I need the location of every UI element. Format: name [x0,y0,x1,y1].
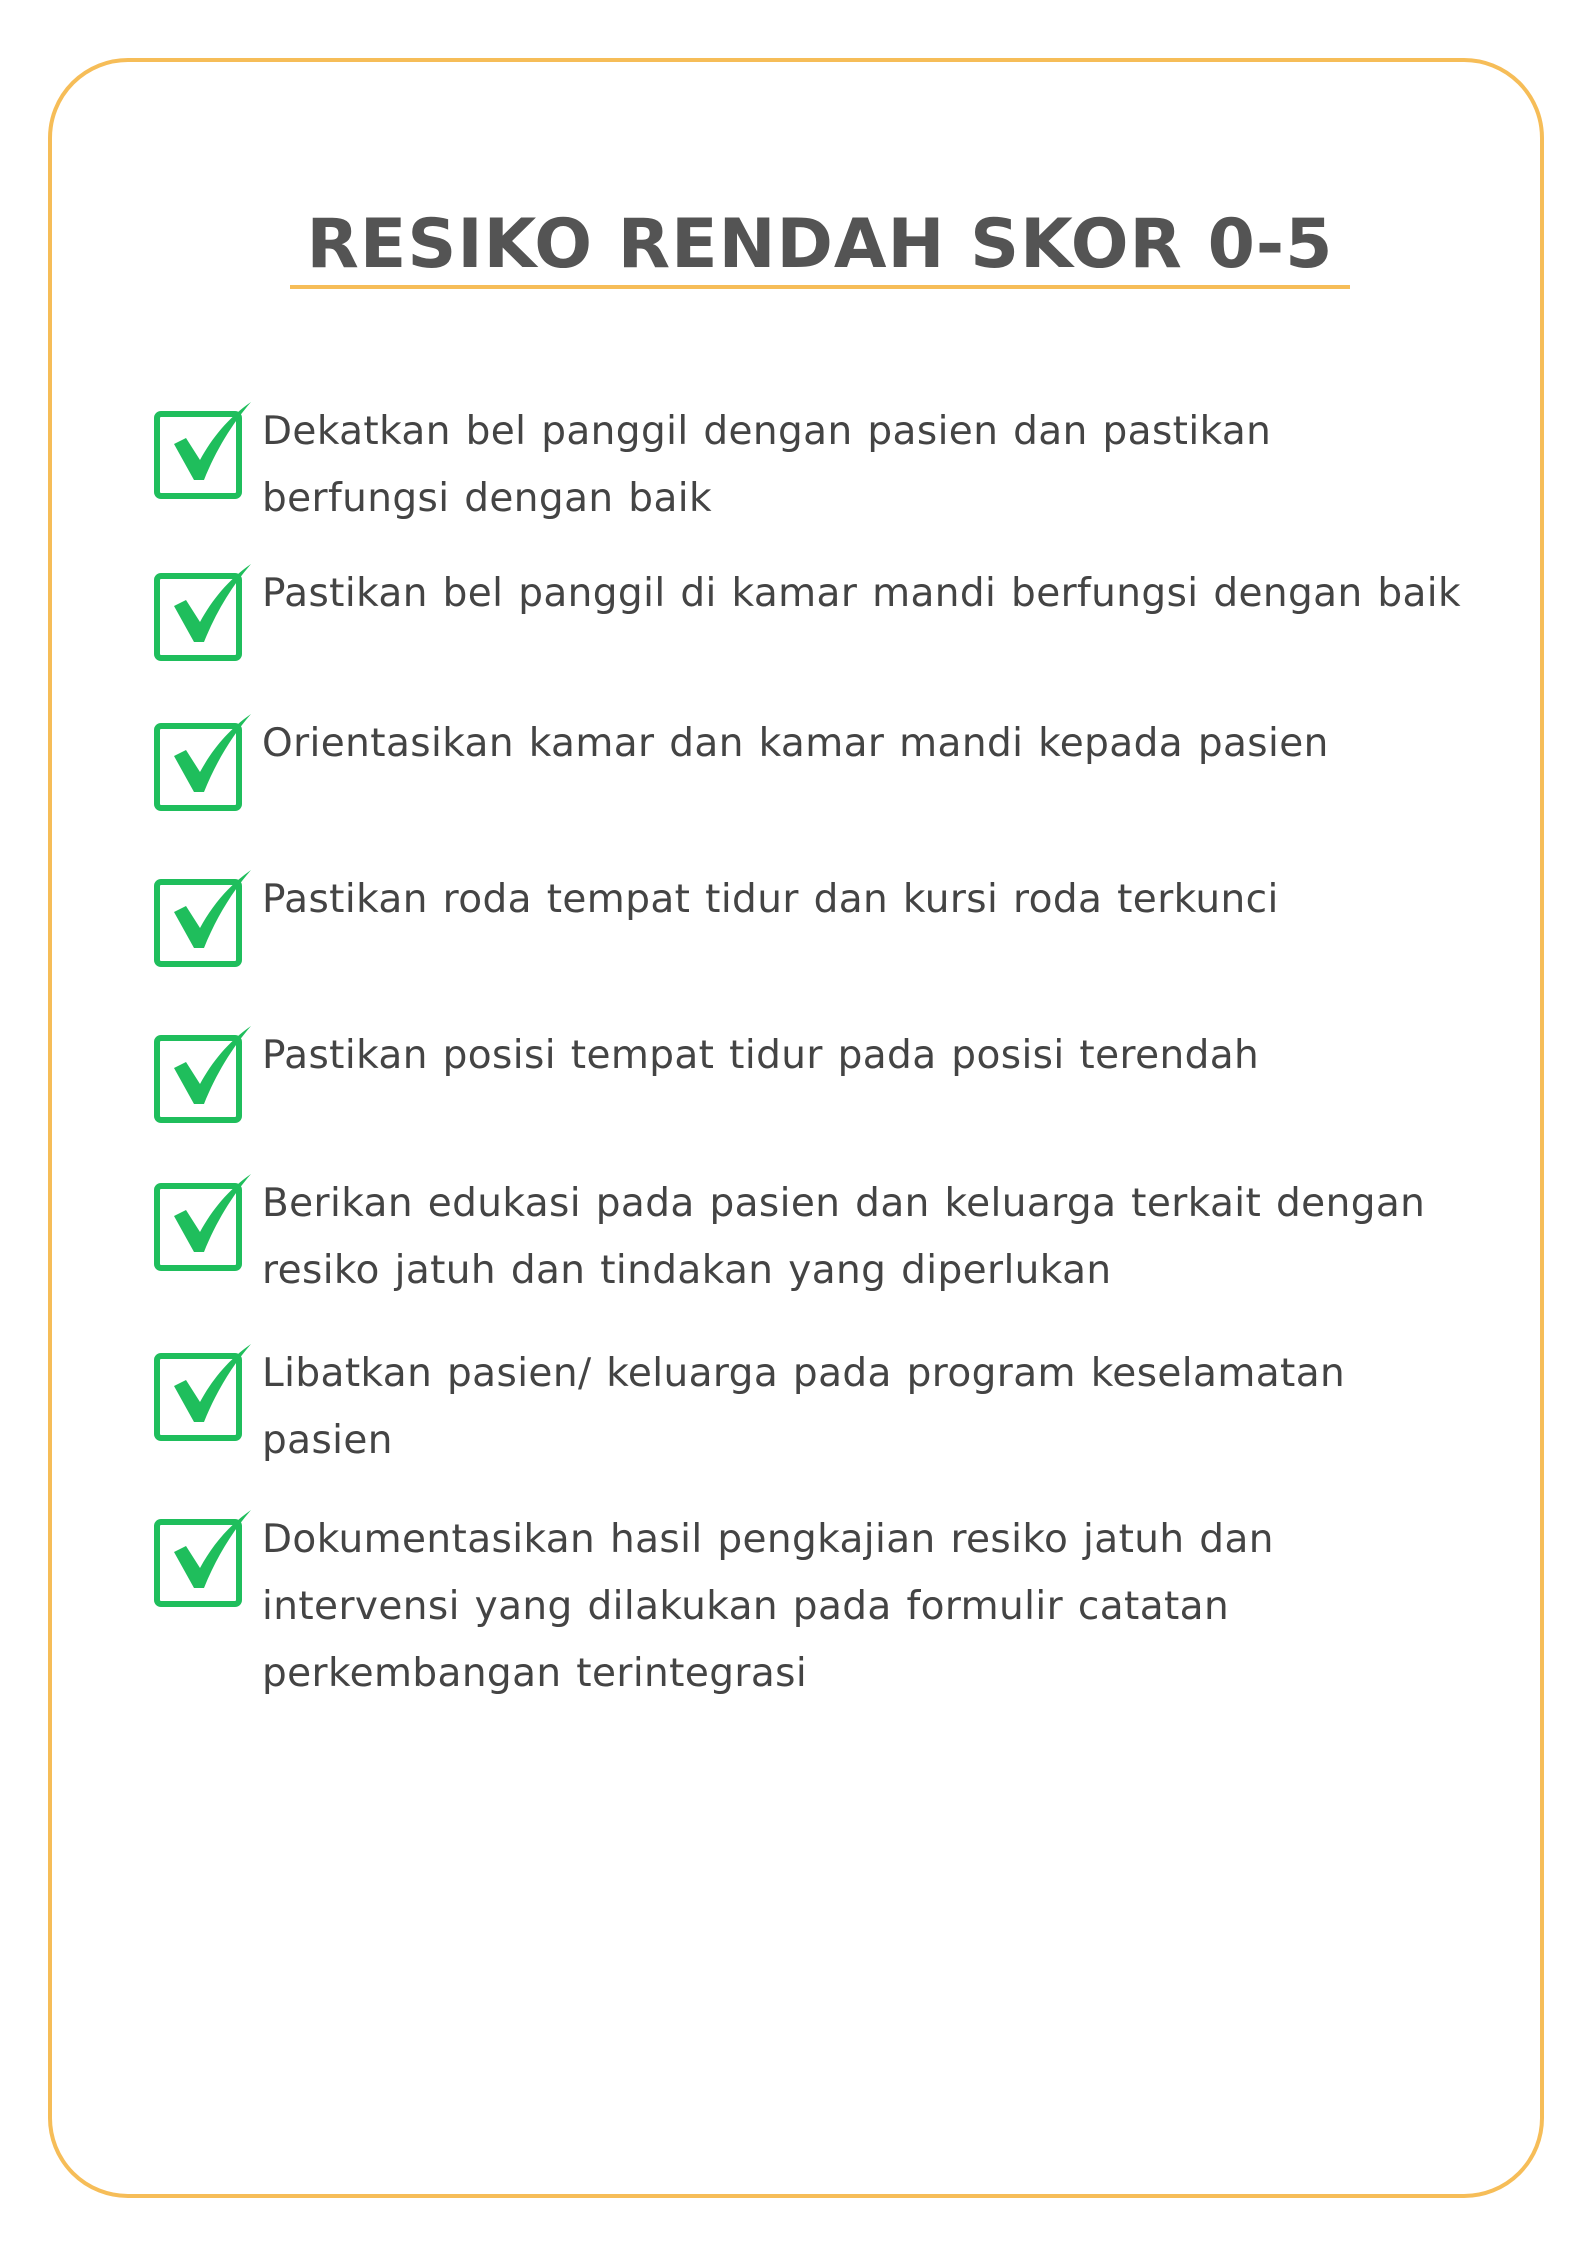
checkbox-checked-icon-graphic [152,400,254,502]
checklist-item [152,400,1462,532]
checklist-item-text: Pastikan bel panggil di kamar mandi berfungsi dengan baik [262,571,1462,616]
checkbox-checked-icon [152,1508,254,1610]
checkbox-checked-icon-graphic [152,1172,254,1274]
checkbox-checked-icon-graphic [152,1508,254,1610]
checkbox-checked-icon [152,712,254,814]
checkbox-checked-icon [152,400,254,502]
checklist-item [152,1342,1462,1474]
checkbox-checked-icon-graphic [152,712,254,814]
checklist-item [152,1172,1462,1304]
checklist-item [152,1024,1462,1126]
checkbox-checked-icon [152,562,254,664]
checkbox-checked-icon-graphic [152,1024,254,1126]
checkbox-checked-icon [152,1342,254,1444]
checklist-item [152,868,1462,970]
checklist-item [152,1508,1462,1707]
checkbox-checked-icon [152,868,254,970]
checklist-item-text: Pastikan roda tempat tidur dan kursi roda terkunci [262,877,1279,922]
checklist-item-text: Pastikan posisi tempat tidur pada posisi terendah [262,1033,1260,1078]
checklist-item [152,712,1462,814]
page-title: RESIKO RENDAH SKOR 0-5 [306,205,1334,284]
checklist-item [152,562,1462,664]
checklist-item-text: Dokumentasikan hasil pengkajian resiko jatuh dan intervensi yang dilakukan pada formulir catatan perkembangan terintegrasi [262,1517,1274,1696]
checklist-item-text: Dekatkan bel panggil dengan pasien dan pastikan berfungsi dengan baik [262,409,1272,521]
checkbox-checked-icon [152,1024,254,1126]
checklist-item-text: Orientasikan kamar dan kamar mandi kepada pasien [262,721,1329,766]
checklist-item-text: Libatkan pasien/ keluarga pada program keselamatan pasien [262,1351,1346,1463]
checkbox-checked-icon-graphic [152,562,254,664]
checkbox-checked-icon-graphic [152,1342,254,1444]
checkbox-checked-icon-graphic [152,868,254,970]
checkbox-checked-icon [152,1172,254,1274]
checklist-item-text: Berikan edukasi pada pasien dan keluarga terkait dengan resiko jatuh dan tindakan yang diperlukan [262,1181,1426,1293]
